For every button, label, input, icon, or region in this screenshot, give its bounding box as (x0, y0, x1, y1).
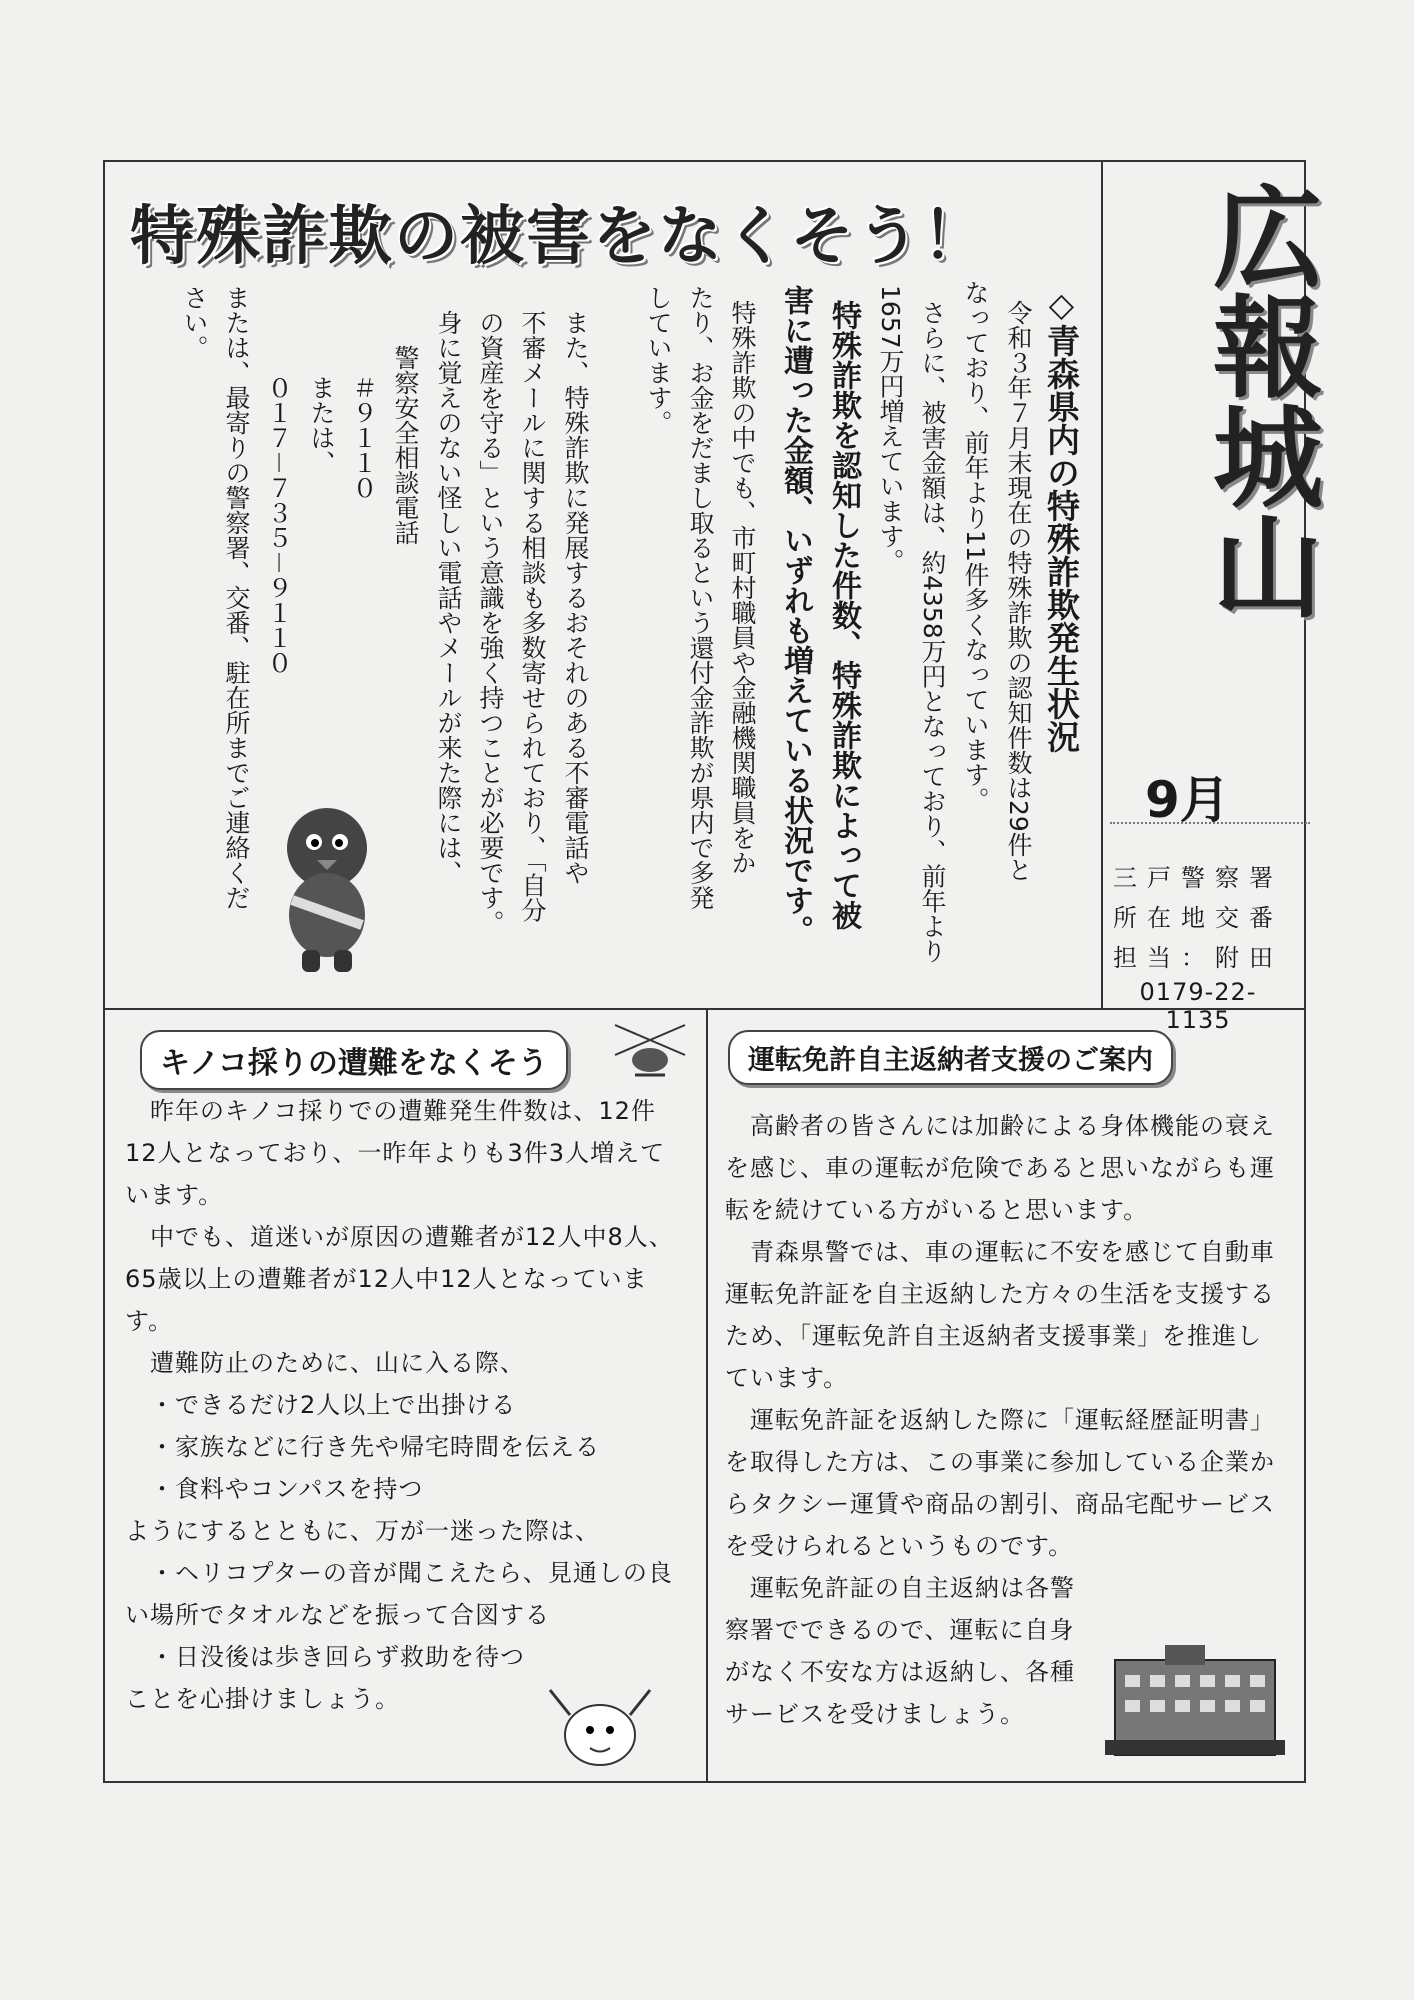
mushroom-para: ・日没後は歩き回らず救助を待つ (125, 1643, 525, 1671)
mushroom-para: 遭難防止のために、山に入る際、 (125, 1349, 525, 1377)
main-col-16: または、 (307, 375, 336, 475)
masthead-month: 9月 (1145, 771, 1230, 829)
license-para: 運転免許証の自主返納は各警察署でできるので、運転に自身がなく不安な方は返納し、各種サービスを受けましょう。 (725, 1574, 1075, 1728)
main-col-17: ０１７－７３５－９１１０ (264, 375, 293, 676)
license-para: 青森県警では、車の運転に不安を感じて自動車運転免許証を自主返納した方々の生活を支援するため、「運転免許自主返納者支援事業」を推進しています。 (725, 1238, 1275, 1392)
mushroom-body (125, 1090, 685, 1720)
main-col-8: たり、お金をだまし取るという還付金詐欺が県内で多発 (686, 285, 715, 910)
mascot-rabbit-illustration (540, 1680, 660, 1775)
main-col-3: さらに、被害金額は、約4358万円となっており、前年より (918, 300, 947, 964)
main-col-4: 1657万円増えています。 (876, 285, 905, 574)
mushroom-para: 中でも、道迷いが原因の遭難者が12人中8人、65歳以上の遭難者が12人中12人となっています。 (125, 1223, 674, 1335)
main-col-2: なっており、前年より11件多くなっています。 (961, 280, 990, 812)
license-para: 運転免許証を返納した際に「運転経歴証明書」を取得した方は、この事業に参加している企業からタクシー運賃や商品の割引、商品宅配サービスを受けられるというものです。 (725, 1406, 1275, 1560)
masthead-org: 三戸警察署 (1113, 864, 1283, 892)
main-col-18: または、最寄りの警察署、交番、駐在所までご連絡くだ (222, 285, 251, 910)
masthead-contact: 担当：附田 (1113, 944, 1283, 972)
mushroom-para: ・ヘリコプターの音が聞こえたら、見通しの良い場所でタオルなどを振って合図する (125, 1559, 673, 1629)
main-col-6: 害に遭った金額、いずれも増えている状況です。 (778, 285, 813, 945)
main-title: 特殊詐欺の被害をなくそう！ (130, 200, 988, 274)
police-building-illustration (1105, 1640, 1285, 1760)
main-col-19: さい。 (180, 285, 209, 360)
main-col-5: 特殊詐欺を認知した件数、特殊詐欺によって被 (826, 300, 861, 930)
main-col-1: 令和３年７月末現在の特殊詐欺の認知件数は29件と (1004, 300, 1033, 882)
masthead-title: 広報城山 (1195, 180, 1323, 620)
helicopter-icon (610, 1015, 690, 1085)
mushroom-title: キノコ採りの遭難をなくそう (140, 1030, 568, 1090)
license-para: 高齢者の皆さんには加齢による身体機能の衰えを感じ、車の運転が危険であると思いながらも運転を続けている方がいると思います。 (725, 1112, 1275, 1224)
main-col-15: ＃９１１０ (349, 375, 378, 500)
mascot-bird-illustration (272, 800, 382, 975)
main-col-14: 警察安全相談電話 (391, 345, 420, 545)
dotted-divider (1110, 822, 1310, 824)
mushroom-para: ようにするとともに、万が一迷った際は、 (125, 1517, 600, 1545)
mushroom-para: ・家族などに行き先や帰宅時間を伝える (125, 1433, 600, 1461)
mushroom-para: 昨年のキノコ採りでの遭難発生件数は、12件12人となっており、一昨年よりも3件3人増えています。 (125, 1097, 666, 1209)
masthead-office: 所在地交番 (1113, 904, 1283, 932)
main-col-12: の資産を守る」という意識を強く持つことが必要です。 (476, 310, 505, 935)
main-heading: ◇青森県内の特殊詐欺発生状況 (1042, 285, 1081, 753)
main-col-10: また、特殊詐欺に発展するおそれのある不審電話や (561, 310, 590, 885)
main-col-9: しています。 (644, 285, 673, 435)
mushroom-para: ことを心掛けましょう。 (125, 1685, 400, 1713)
mushroom-para: ・できるだけ2人以上で出掛ける (125, 1391, 517, 1419)
license-title: 運転免許自主返納者支援のご案内 (728, 1030, 1173, 1085)
main-col-7: 特殊詐欺の中でも、市町村職員や金融機関職員をか (728, 300, 757, 875)
mushroom-para: ・食料やコンパスを持つ (125, 1475, 424, 1503)
main-col-11: 不審メールに関する相談も多数寄せられており、「自分 (518, 310, 547, 923)
masthead-phone: 0179-22-1135 (1139, 978, 1257, 1034)
main-col-13: 身に覚えのない怪しい電話やメールが来た際には、 (434, 310, 463, 885)
